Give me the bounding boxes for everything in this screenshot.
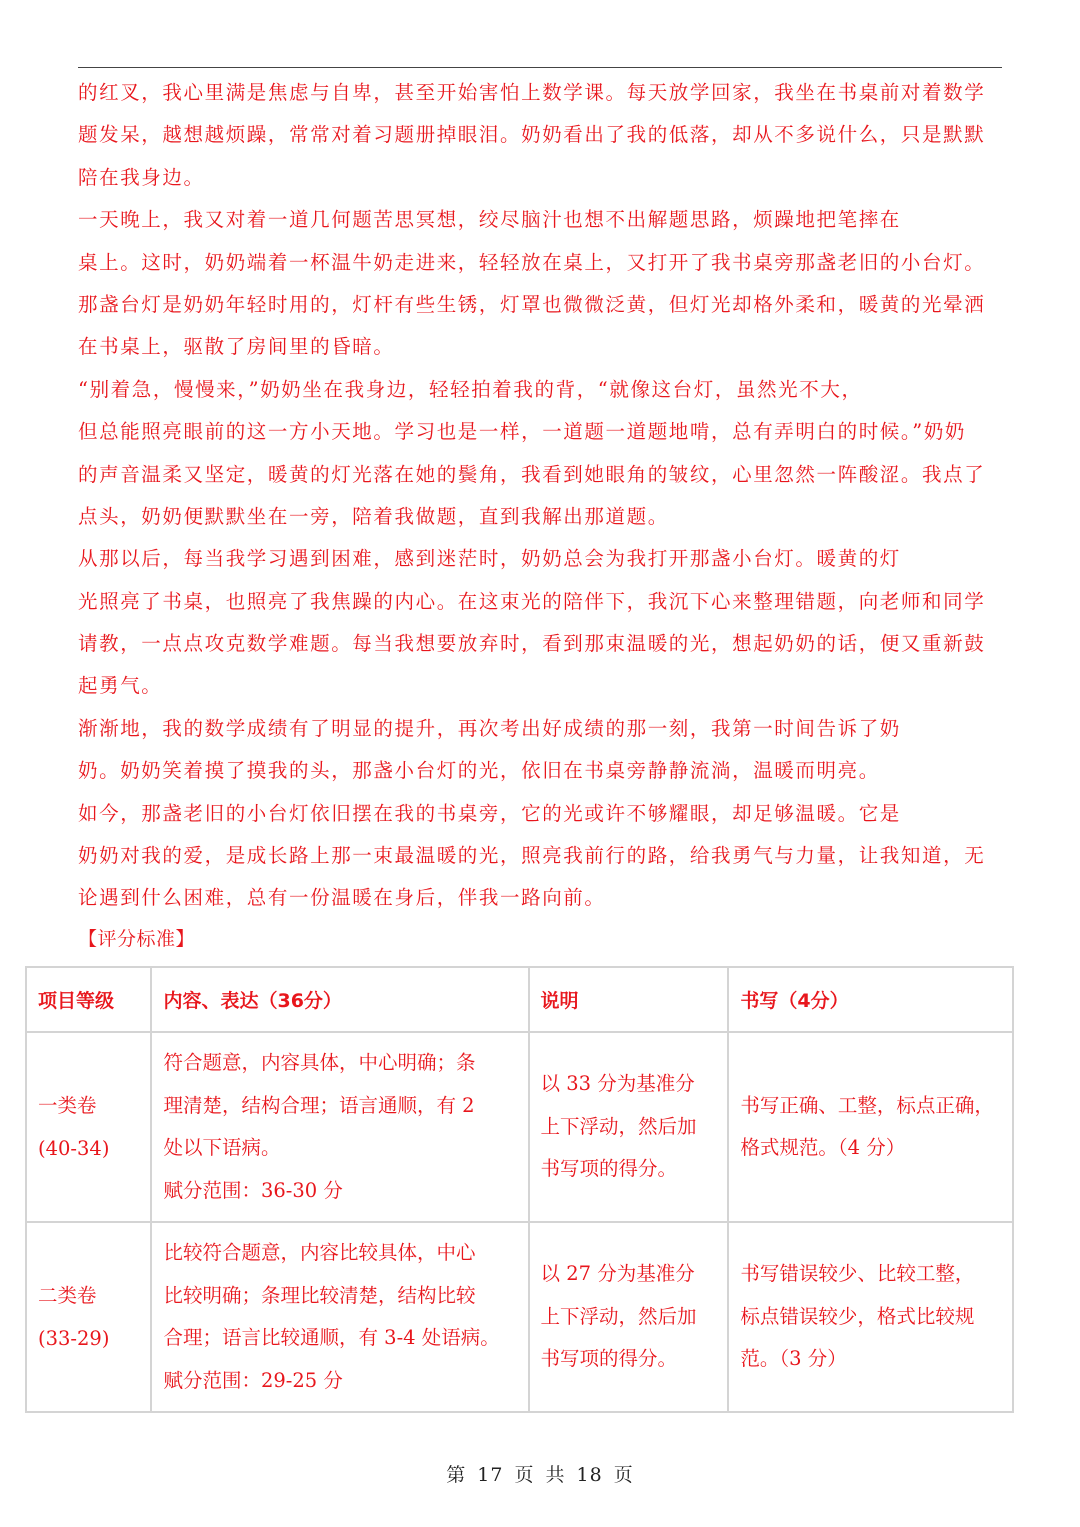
note-line: 以 27 分为基准分: [540, 1262, 695, 1286]
essay-line: 光照亮了书桌，也照亮了我焦躁的内心。在这束光的陪伴下，我沉下心来整理错题，向老师和同学: [78, 589, 986, 613]
writing-line: 书写正确、工整，标点正确，: [740, 1093, 994, 1117]
essay-line: 点头，奶奶便默默坐在一旁，陪着我做题，直到我解出那道题。: [78, 504, 669, 528]
essay-line: 如今，那盏老旧的小台灯依旧摆在我的书桌旁，它的光或许不够耀眼，却足够温暖。它是: [78, 801, 901, 825]
essay-line: 请教，一点点攻克数学难题。每当我想要放弃时，看到那束温暖的光，想起奶奶的话，便又重新鼓: [78, 632, 986, 656]
content-line: 符合题意，内容具体，中心明确；条: [163, 1051, 476, 1074]
note-line: 书写项的得分。: [540, 1347, 678, 1371]
content-cell: [151, 1222, 528, 1412]
essay-line: 那盏台灯是奶奶年轻时用的，灯杆有些生锈，灯罩也微微泛黄，但灯光却格外柔和，暖黄的光晕洒: [78, 292, 986, 316]
essay-line: “别着急，慢慢来，”奶奶坐在我身边，轻轻拍着我的背，“就像这台灯，虽然光不大，: [78, 377, 863, 401]
header-divider: [78, 67, 1002, 68]
rubric-table: [25, 966, 1014, 1413]
content-line: 合理；语言比较通顺，有 3-4 处语病。: [163, 1326, 500, 1349]
essay-line: 题发呆，越想越烦躁，常常对着习题册掉眼泪。奶奶看出了我的低落，却从不多说什么，只是默默: [78, 123, 986, 147]
header-level: 项目等级: [26, 967, 151, 1032]
content-line: 理清楚，结构合理；语言通顺，有 2: [163, 1093, 475, 1117]
essay-line: 奶奶对我的爱，是成长路上那一束最温暖的光，照亮我前行的路，给我勇气与力量，让我知道，无: [78, 844, 986, 868]
rubric-row: [26, 1222, 1013, 1412]
header-writing: 书写（4分）: [728, 967, 1013, 1032]
writing-cell: [728, 1032, 1013, 1222]
content-line: 赋分范围：29-25 分: [163, 1368, 343, 1392]
essay-line: 起勇气。: [78, 674, 163, 698]
essay-line: 的声音温柔又坚定，暖黄的灯光落在她的鬓角，我看到她眼角的皱纹，心里忽然一阵酸涩。我点了: [78, 462, 986, 486]
writing-line: 格式规范。（4 分）: [740, 1136, 906, 1159]
essay-line: 在书桌上，驱散了房间里的昏暗。: [78, 335, 395, 359]
writing-line: 范。（3 分）: [740, 1347, 847, 1371]
content-line: 赋分范围：36-30 分: [163, 1178, 343, 1202]
level-cell: [26, 1222, 151, 1412]
level-name: 一类卷: [38, 1094, 97, 1117]
essay-line: 渐渐地，我的数学成绩有了明显的提升，再次考出好成绩的那一刻，我第一时间告诉了奶: [78, 716, 901, 740]
essay-line: 陪在我身边。: [78, 165, 205, 189]
essay-line: 论遇到什么困难，总有一份温暖在身后，伴我一路向前。: [78, 886, 606, 910]
essay-line: 奶。奶奶笑着摸了摸我的头，那盏小台灯的光，依旧在书桌旁静静流淌，温暖而明亮。: [78, 759, 880, 783]
essay-line: 一天晚上，我又对着一道几何题苦思冥想，绞尽脑汁也想不出解题思路，烦躁地把笔摔在: [78, 208, 901, 232]
rubric-row: [26, 1032, 1013, 1222]
content-cell: [151, 1032, 528, 1222]
essay-line: 从那以后，每当我学习遇到困难，感到迷茫时，奶奶总会为我打开那盏小台灯。暖黄的灯: [78, 547, 901, 571]
header-content: 内容、表达（36分）: [151, 967, 528, 1032]
writing-line: 标点错误较少，格式比较规: [740, 1304, 975, 1328]
essay-body: [78, 72, 1008, 920]
level-range: (40-34): [38, 1137, 110, 1160]
note-line: 书写项的得分。: [540, 1157, 678, 1181]
rubric-heading: 【评分标准】: [78, 928, 196, 950]
page-number: 第 17 页 共 18 页: [446, 1464, 634, 1486]
rubric-header-row: [26, 967, 1013, 1032]
essay-line: 的红叉，我心里满是焦虑与自卑，甚至开始害怕上数学课。每天放学回家，我坐在书桌前对着数学: [78, 81, 986, 104]
note-cell: [529, 1222, 729, 1412]
level-name: 二类卷: [38, 1284, 97, 1307]
content-line: 比较符合题意，内容比较具体，中心: [163, 1241, 476, 1264]
essay-line: 但总能照亮眼前的这一方小天地。学习也是一样，一道题一道题地啃，总有弄明白的时候。”奶奶: [78, 420, 967, 444]
note-line: 以 33 分为基准分: [540, 1072, 695, 1096]
header-note: 说明: [529, 967, 729, 1032]
essay-line: 桌上。这时，奶奶端着一杯温牛奶走进来，轻轻放在桌上，又打开了我书桌旁那盏老旧的小台灯。: [78, 250, 986, 274]
note-cell: [529, 1032, 729, 1222]
writing-line: 书写错误较少、比较工整，: [740, 1262, 975, 1286]
content-line: 比较明确；条理比较清楚，结构比较: [163, 1283, 476, 1307]
writing-cell: [728, 1222, 1013, 1412]
note-line: 上下浮动，然后加: [540, 1114, 697, 1138]
level-cell: [26, 1032, 151, 1222]
note-line: 上下浮动，然后加: [540, 1304, 697, 1328]
content-line: 处以下语病。: [163, 1136, 281, 1159]
level-range: (33-29): [38, 1327, 110, 1350]
